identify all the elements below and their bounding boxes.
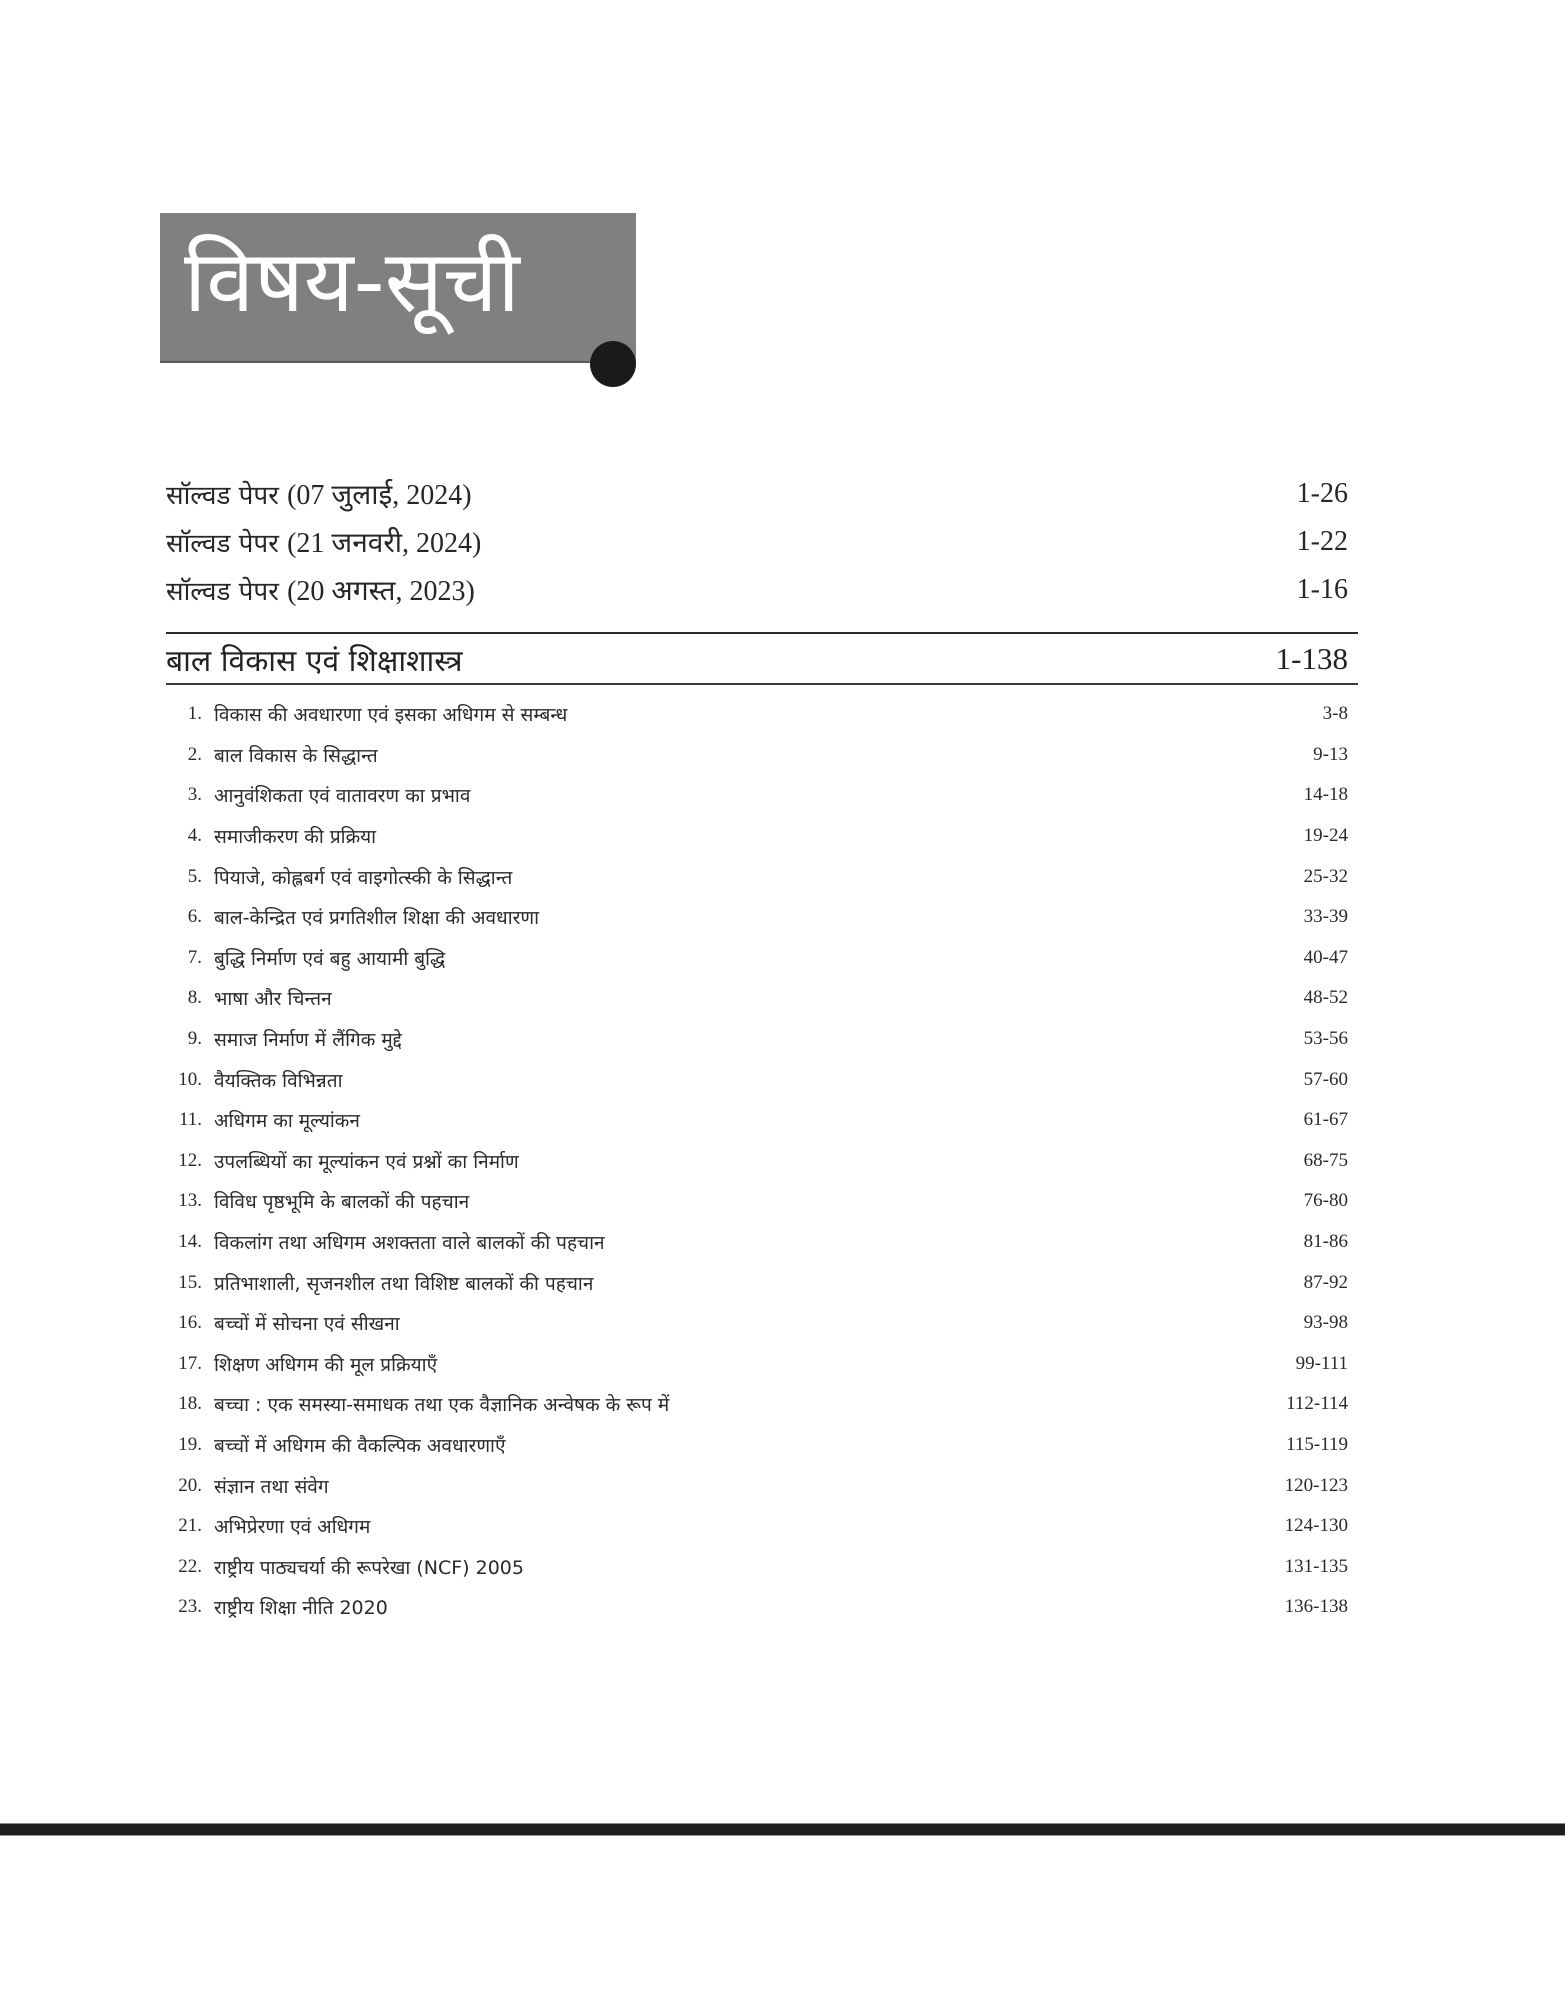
chapter-title: अधिगम का मूल्यांकन <box>214 1110 360 1133</box>
solved-paper-title <box>166 571 475 609</box>
chapter-entry[interactable] <box>166 1506 1348 1547</box>
chapter-entry[interactable] <box>166 1303 1348 1344</box>
chapter-title: शिक्षण अधिगम की मूल प्रक्रियाएँ <box>214 1353 438 1376</box>
chapter-entry[interactable] <box>166 775 1348 816</box>
chapter-number: 14. <box>178 1231 202 1253</box>
footer-bar <box>0 1823 1565 1836</box>
chapter-entry[interactable] <box>166 735 1348 776</box>
chapter-number: 18. <box>178 1393 202 1415</box>
chapter-entry[interactable] <box>166 856 1348 897</box>
chapter-entry[interactable] <box>166 1384 1348 1425</box>
chapter-number: 6. <box>187 906 202 928</box>
chapter-title: बच्चों में सोचना एवं सीखना <box>214 1313 400 1336</box>
page-title: विषय-सूची <box>184 232 520 332</box>
chapter-pages: 19-24 <box>1303 825 1348 847</box>
chapter-number: 20. <box>178 1474 202 1496</box>
chapter-title: उपलब्धियों का मूल्यांकन एवं प्रश्नों का निर्माण <box>214 1150 519 1173</box>
chapter-number: 15. <box>178 1271 202 1293</box>
chapter-entry[interactable] <box>166 1059 1348 1100</box>
chapter-title: वैयक्तिक विभिन्नता <box>214 1069 343 1092</box>
chapter-pages: 131-135 <box>1284 1555 1348 1577</box>
chapter-title: बुद्धि निर्माण एवं बहु आयामी बुद्धि <box>214 947 446 970</box>
chapter-number: 9. <box>187 1028 202 1050</box>
solved-papers-list <box>166 470 1348 614</box>
solved-paper-date: (20 अगस्त, 2023) <box>287 576 475 607</box>
solved-paper-pages: 1-26 <box>1296 478 1348 509</box>
solved-paper-date: (21 जनवरी, 2024) <box>287 528 482 559</box>
chapter-number: 4. <box>187 825 202 847</box>
chapter-pages: 25-32 <box>1303 865 1348 887</box>
section-pages: 1-138 <box>1275 641 1348 676</box>
chapter-title: बच्चा : एक समस्या-समाधक तथा एक वैज्ञानिक अन्वेषक के रूप में <box>214 1394 670 1417</box>
chapter-entry[interactable] <box>166 1546 1348 1587</box>
chapter-number: 21. <box>178 1515 202 1537</box>
chapter-title: बच्चों में अधिगम की वैकल्पिक अवधारणाएँ <box>214 1434 506 1457</box>
chapter-title: विविध पृष्ठभूमि के बालकों की पहचान <box>214 1191 470 1214</box>
chapter-title: आनुवंशिकता एवं वातावरण का प्रभाव <box>214 785 471 808</box>
chapter-number: 8. <box>187 987 202 1009</box>
chapter-pages: 53-56 <box>1303 1028 1348 1050</box>
section-header[interactable] <box>166 636 1348 682</box>
chapter-entry[interactable] <box>166 1344 1348 1385</box>
chapter-entry[interactable] <box>166 1181 1348 1222</box>
chapter-title: अभिप्रेरणा एवं अधिगम <box>214 1516 371 1539</box>
chapter-number: 7. <box>187 946 202 968</box>
chapter-pages: 81-86 <box>1303 1231 1348 1253</box>
chapter-title: प्रतिभाशाली, सृजनशील तथा विशिष्ट बालकों की पहचान <box>214 1272 594 1295</box>
chapter-pages: 57-60 <box>1303 1068 1348 1090</box>
chapter-entry[interactable] <box>166 897 1348 938</box>
chapter-pages: 76-80 <box>1303 1190 1348 1212</box>
chapter-title: समाजीकरण की प्रक्रिया <box>214 826 377 849</box>
solved-paper-title <box>166 475 472 513</box>
chapter-entry[interactable] <box>166 978 1348 1019</box>
chapter-title: राष्ट्रीय पाठ्यचर्या की रूपरेखा (NCF) 2005 <box>214 1556 524 1579</box>
chapter-number: 11. <box>178 1109 202 1131</box>
chapter-pages: 136-138 <box>1284 1596 1348 1618</box>
chapter-pages: 112-114 <box>1286 1393 1348 1415</box>
chapter-entry[interactable] <box>166 1222 1348 1263</box>
solved-paper-entry[interactable] <box>166 566 1348 614</box>
chapter-pages: 93-98 <box>1303 1312 1348 1334</box>
chapter-pages: 14-18 <box>1303 784 1348 806</box>
chapter-title: संज्ञान तथा संवेग <box>214 1475 329 1498</box>
solved-paper-date: (07 जुलाई, 2024) <box>287 480 472 511</box>
chapter-list <box>166 694 1348 1628</box>
chapter-number: 10. <box>178 1068 202 1090</box>
solved-paper-label: सॉल्वड पेपर <box>166 481 279 511</box>
chapter-title: समाज निर्माण में लैंगिक मुद्दे <box>214 1029 402 1052</box>
chapter-title: पियाजे, कोह्लबर्ग एवं वाइगोत्स्की के सिद्धान्त <box>214 866 513 889</box>
chapter-number: 22. <box>178 1555 202 1577</box>
solved-paper-label: सॉल्वड पेपर <box>166 577 279 607</box>
chapter-entry[interactable] <box>166 1587 1348 1628</box>
chapter-entry[interactable] <box>166 1262 1348 1303</box>
chapter-pages: 124-130 <box>1284 1515 1348 1537</box>
chapter-pages: 3-8 <box>1322 703 1348 725</box>
chapter-entry[interactable] <box>166 1100 1348 1141</box>
chapter-entry[interactable] <box>166 1019 1348 1060</box>
solved-paper-label: सॉल्वड पेपर <box>166 529 279 559</box>
chapter-title: राष्ट्रीय शिक्षा नीति 2020 <box>214 1597 388 1620</box>
chapter-title: भाषा और चिन्तन <box>214 988 332 1011</box>
section-title: बाल विकास एवं शिक्षाशास्त्र <box>166 643 463 679</box>
chapter-number: 1. <box>187 703 202 725</box>
chapter-pages: 40-47 <box>1303 946 1348 968</box>
section-divider-bottom <box>166 683 1358 685</box>
chapter-entry[interactable] <box>166 1425 1348 1466</box>
chapter-number: 13. <box>178 1190 202 1212</box>
chapter-number: 16. <box>178 1312 202 1334</box>
chapter-entry[interactable] <box>166 694 1348 735</box>
solved-paper-entry[interactable] <box>166 518 1348 566</box>
section-divider-top <box>166 632 1358 634</box>
chapter-number: 2. <box>187 743 202 765</box>
solved-paper-entry[interactable] <box>166 470 1348 518</box>
chapter-entry[interactable] <box>166 816 1348 857</box>
chapter-pages: 68-75 <box>1303 1149 1348 1171</box>
chapter-pages: 115-119 <box>1286 1433 1348 1455</box>
chapter-entry[interactable] <box>166 1141 1348 1182</box>
chapter-title: बाल विकास के सिद्धान्त <box>214 744 378 767</box>
chapter-entry[interactable] <box>166 1465 1348 1506</box>
toc-title-banner <box>160 213 636 363</box>
chapter-number: 12. <box>178 1149 202 1171</box>
chapter-entry[interactable] <box>166 938 1348 979</box>
chapter-pages: 120-123 <box>1284 1474 1348 1496</box>
chapter-pages: 48-52 <box>1303 987 1348 1009</box>
solved-paper-title <box>166 523 481 561</box>
chapter-title: विकास की अवधारणा एवं इसका अधिगम से सम्बन्ध <box>214 704 568 727</box>
chapter-pages: 9-13 <box>1313 743 1348 765</box>
chapter-pages: 99-111 <box>1295 1352 1348 1374</box>
chapter-number: 17. <box>178 1352 202 1374</box>
chapter-number: 3. <box>187 784 202 806</box>
solved-paper-pages: 1-16 <box>1296 574 1348 605</box>
chapter-pages: 87-92 <box>1303 1271 1348 1293</box>
chapter-pages: 61-67 <box>1303 1109 1348 1131</box>
chapter-title: बाल-केन्द्रित एवं प्रगतिशील शिक्षा की अवधारणा <box>214 907 540 930</box>
decorative-dot-icon <box>590 341 636 387</box>
chapter-title: विकलांग तथा अधिगम अशक्तता वाले बालकों की पहचान <box>214 1232 605 1255</box>
solved-paper-pages: 1-22 <box>1296 526 1348 557</box>
chapter-pages: 33-39 <box>1303 906 1348 928</box>
chapter-number: 5. <box>187 865 202 887</box>
chapter-number: 19. <box>178 1433 202 1455</box>
chapter-number: 23. <box>178 1596 202 1618</box>
